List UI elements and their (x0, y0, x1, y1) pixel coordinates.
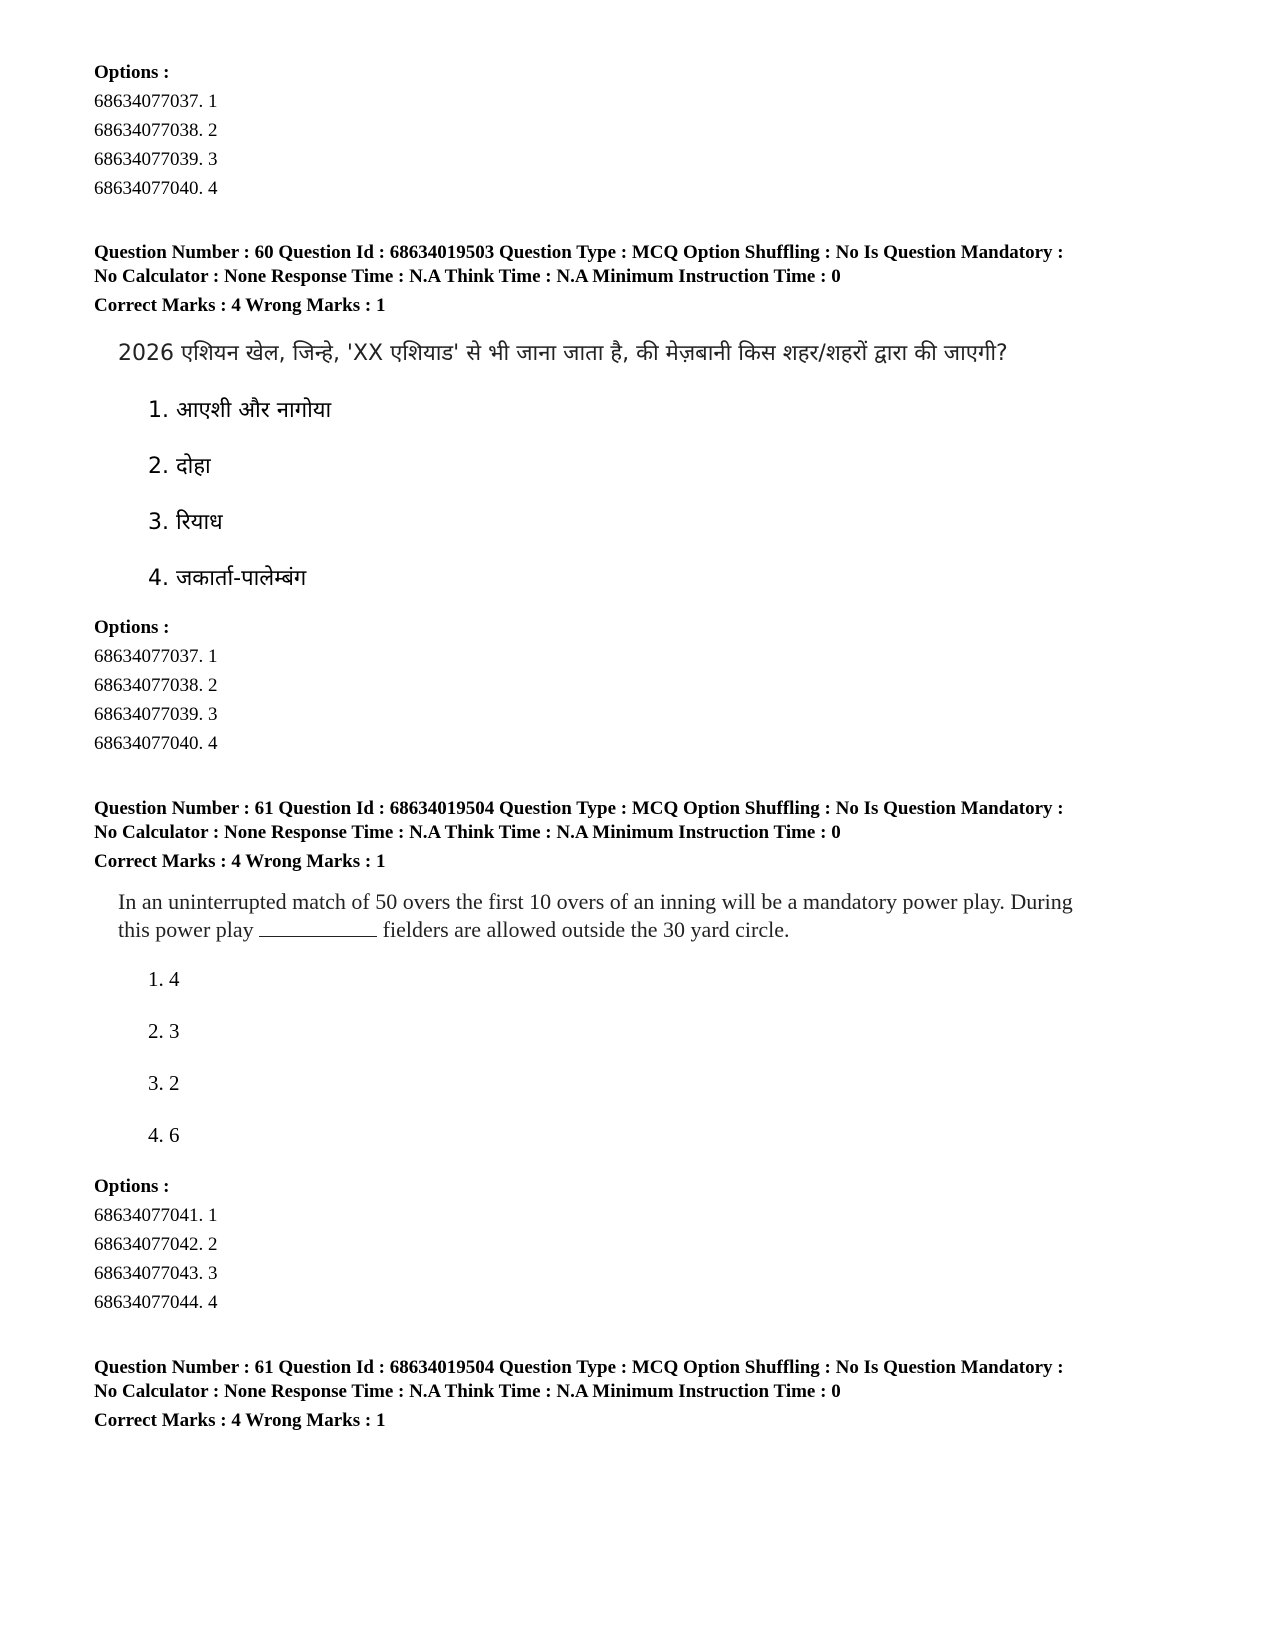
options-label: Options : (94, 62, 170, 83)
q61-choice: 2. 3 (148, 1019, 180, 1043)
question-line: In an uninterrupted match of 50 overs the first 10 overs of an inning will be a mandatory power play. During (118, 889, 1073, 914)
top-options-block (94, 58, 1204, 203)
option-line: 68634077041. 1 (94, 1205, 218, 1226)
option-line: 68634077042. 2 (94, 1234, 218, 1255)
question-fragment: fielders are allowed outside the 30 yard circle. (382, 917, 790, 942)
option-line: 68634077044. 4 (94, 1292, 218, 1313)
q60-options-block (94, 613, 1204, 758)
q61-choice: 1. 4 (148, 967, 180, 991)
marks-line: Correct Marks : 4 Wrong Marks : 1 (94, 295, 386, 316)
option-line: 68634077039. 3 (94, 149, 218, 170)
q60-question-text: 2026 एशियन खेल, जिन्हे, 'XX एशियाड' से भी जाना जाता है, की मेज़बानी किस शहर/शहरों द्वारा की जाएगी? (118, 341, 1008, 366)
option-line: 68634077040. 4 (94, 178, 218, 199)
q61-repeat-header (94, 1356, 1204, 1434)
question-meta-line: No Calculator : None Response Time : N.A Think Time : N.A Minimum Instruction Time : 0 (94, 822, 841, 843)
question-meta-line: Question Number : 60 Question Id : 68634019503 Question Type : MCQ Option Shuffling : No Is Question Mandatory : (94, 242, 1064, 263)
q60-choice: 3. रियाध (148, 510, 223, 535)
q60-choice: 4. जकार्ता-पालेम्बंग (148, 566, 307, 591)
marks-line: Correct Marks : 4 Wrong Marks : 1 (94, 1410, 386, 1431)
question-meta-line: No Calculator : None Response Time : N.A Think Time : N.A Minimum Instruction Time : 0 (94, 1381, 841, 1402)
option-line: 68634077039. 3 (94, 704, 218, 725)
q60-choice: 1. आएशी और नागोया (148, 398, 332, 423)
question-meta-line: Question Number : 61 Question Id : 68634019504 Question Type : MCQ Option Shuffling : No Is Question Mandatory : (94, 798, 1064, 819)
q61-question-text (118, 888, 1178, 944)
q61-choice: 4. 6 (148, 1123, 180, 1147)
question-meta-line: Question Number : 61 Question Id : 68634019504 Question Type : MCQ Option Shuffling : No Is Question Mandatory : (94, 1357, 1064, 1378)
option-line: 68634077037. 1 (94, 646, 218, 667)
option-line: 68634077038. 2 (94, 120, 218, 141)
marks-line: Correct Marks : 4 Wrong Marks : 1 (94, 851, 386, 872)
q61-header (94, 797, 1204, 875)
option-line: 68634077037. 1 (94, 91, 218, 112)
answer-blank (259, 918, 377, 937)
q60-choice: 2. दोहा (148, 454, 211, 479)
q61-options-block (94, 1172, 1204, 1317)
options-label: Options : (94, 1176, 170, 1197)
option-line: 68634077043. 3 (94, 1263, 218, 1284)
options-label: Options : (94, 617, 170, 638)
question-line (118, 916, 1178, 944)
q61-choice: 3. 2 (148, 1071, 180, 1095)
option-line: 68634077040. 4 (94, 733, 218, 754)
question-meta-line: No Calculator : None Response Time : N.A Think Time : N.A Minimum Instruction Time : 0 (94, 266, 841, 287)
question-fragment: this power play (118, 917, 254, 942)
option-line: 68634077038. 2 (94, 675, 218, 696)
q60-header (94, 241, 1204, 319)
